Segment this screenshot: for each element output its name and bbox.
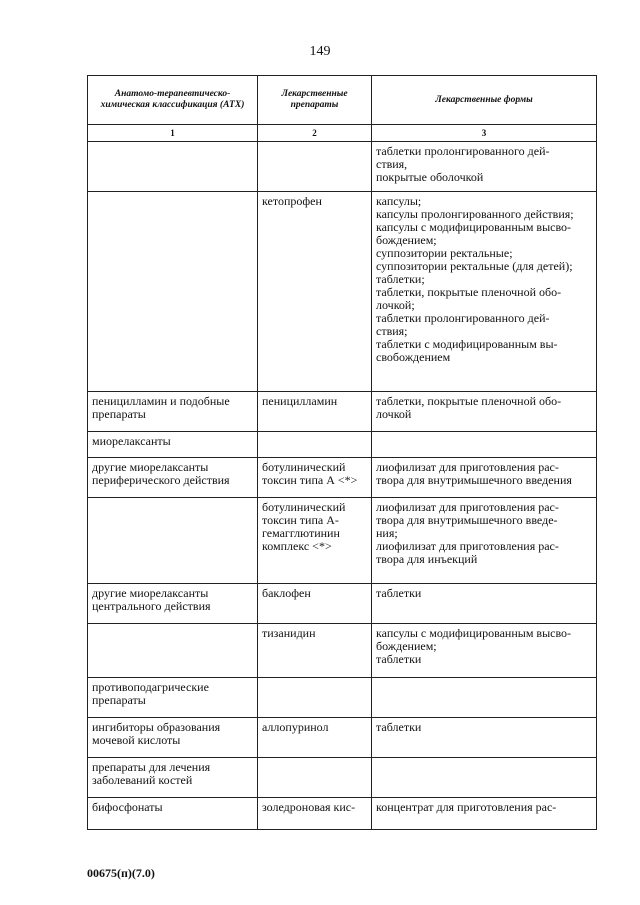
atc-cell: другие миорелаксанты периферического действия <box>88 458 258 498</box>
form-line: капсулы с модифицированным высво- <box>376 626 572 640</box>
form-line: таблетки <box>376 720 422 734</box>
table-row <box>88 798 597 830</box>
atc-cell: противоподагрические препараты <box>88 678 258 718</box>
table-row <box>88 678 597 718</box>
form-line: ния; <box>376 526 398 540</box>
atc-cell <box>88 142 258 192</box>
header-forms: Лекарственные формы <box>372 76 597 125</box>
form-line: таблетки пролонгированного дей- <box>376 311 550 325</box>
form-line: лочкой <box>376 407 412 421</box>
atc-cell: миорелаксанты <box>88 432 258 458</box>
column-number: 3 <box>372 125 597 142</box>
header-drugs: Лекарственные препараты <box>258 76 372 125</box>
form-line: ствия; <box>376 324 408 338</box>
form-cell <box>372 458 597 498</box>
form-line: таблетки <box>376 652 422 666</box>
form-cell <box>372 584 597 624</box>
drug-cell: баклофен <box>258 584 372 624</box>
form-line: таблетки <box>376 586 422 600</box>
drug-cell: кетопрофен <box>258 192 372 392</box>
form-line: лиофилизат для приготовления рас- <box>376 539 559 553</box>
form-cell <box>372 798 597 830</box>
table-body <box>88 142 597 830</box>
table-row <box>88 718 597 758</box>
form-line: бождением; <box>376 639 437 653</box>
table-row <box>88 432 597 458</box>
drug-table <box>87 75 597 830</box>
atc-cell <box>88 498 258 584</box>
form-line: суппозитории ректальные (для детей); <box>376 259 573 273</box>
form-line: таблетки пролонгированного дей- <box>376 144 550 158</box>
header-atc: Анатомо-терапевтическо-химическая классификация (АТХ) <box>88 76 258 125</box>
form-line: бождением; <box>376 233 437 247</box>
atc-cell <box>88 624 258 678</box>
drug-cell: тизанидин <box>258 624 372 678</box>
form-line: лочкой; <box>376 298 415 312</box>
table-row <box>88 192 597 392</box>
table-row <box>88 584 597 624</box>
header-row <box>88 76 597 125</box>
form-cell <box>372 758 597 798</box>
form-cell <box>372 392 597 432</box>
atc-cell: пеницилламин и подобные препараты <box>88 392 258 432</box>
form-line: суппозитории ректальные; <box>376 246 513 260</box>
drug-cell: ботулинический токсин типа А-гемагглютинин комплекс <*> <box>258 498 372 584</box>
form-line: таблетки с модифицированным вы- <box>376 337 558 351</box>
form-line: таблетки; <box>376 272 425 286</box>
table-row <box>88 142 597 192</box>
atc-cell: другие миорелаксанты центрального действия <box>88 584 258 624</box>
atc-cell: бифосфонаты <box>88 798 258 830</box>
form-cell <box>372 142 597 192</box>
drug-cell: аллопуринол <box>258 718 372 758</box>
form-line: покрытые оболочкой <box>376 170 484 184</box>
form-line: концентрат для приготовления рас- <box>376 800 557 814</box>
table-row <box>88 458 597 498</box>
form-line: капсулы пролонгированного действия; <box>376 207 574 221</box>
form-line: лиофилизат для приготовления рас- <box>376 500 559 514</box>
form-cell <box>372 678 597 718</box>
drug-cell: золедроновая кис- <box>258 798 372 830</box>
table-row <box>88 624 597 678</box>
form-cell <box>372 624 597 678</box>
form-line: таблетки, покрытые пленочной обо- <box>376 285 562 299</box>
drug-cell <box>258 678 372 718</box>
form-line: свобождением <box>376 350 451 364</box>
form-cell <box>372 718 597 758</box>
form-line: твора для инъекций <box>376 552 478 566</box>
drug-cell: ботулинический токсин типа А <*> <box>258 458 372 498</box>
column-number-row <box>88 125 597 142</box>
form-cell <box>372 192 597 392</box>
form-cell <box>372 498 597 584</box>
column-number: 2 <box>258 125 372 142</box>
atc-cell: ингибиторы образования мочевой кислоты <box>88 718 258 758</box>
form-line: таблетки, покрытые пленочной обо- <box>376 394 562 408</box>
drug-cell <box>258 432 372 458</box>
table-row <box>88 392 597 432</box>
drug-cell <box>258 758 372 798</box>
table-row <box>88 498 597 584</box>
form-line: капсулы с модифицированным высво- <box>376 220 572 234</box>
drug-cell: пеницилламин <box>258 392 372 432</box>
column-number: 1 <box>88 125 258 142</box>
form-line: лиофилизат для приготовления рас- <box>376 460 559 474</box>
drug-cell <box>258 142 372 192</box>
form-line: ствия, <box>376 157 408 171</box>
atc-cell: препараты для лечения заболеваний костей <box>88 758 258 798</box>
document-code: 00675(п)(7.0) <box>87 866 155 880</box>
table-row <box>88 758 597 798</box>
form-line: капсулы; <box>376 194 422 208</box>
atc-cell <box>88 192 258 392</box>
form-cell <box>372 432 597 458</box>
form-line: твора для внутримышечного введения <box>376 473 572 487</box>
form-line: твора для внутримышечного введе- <box>376 513 558 527</box>
page-number: 149 <box>309 44 331 59</box>
